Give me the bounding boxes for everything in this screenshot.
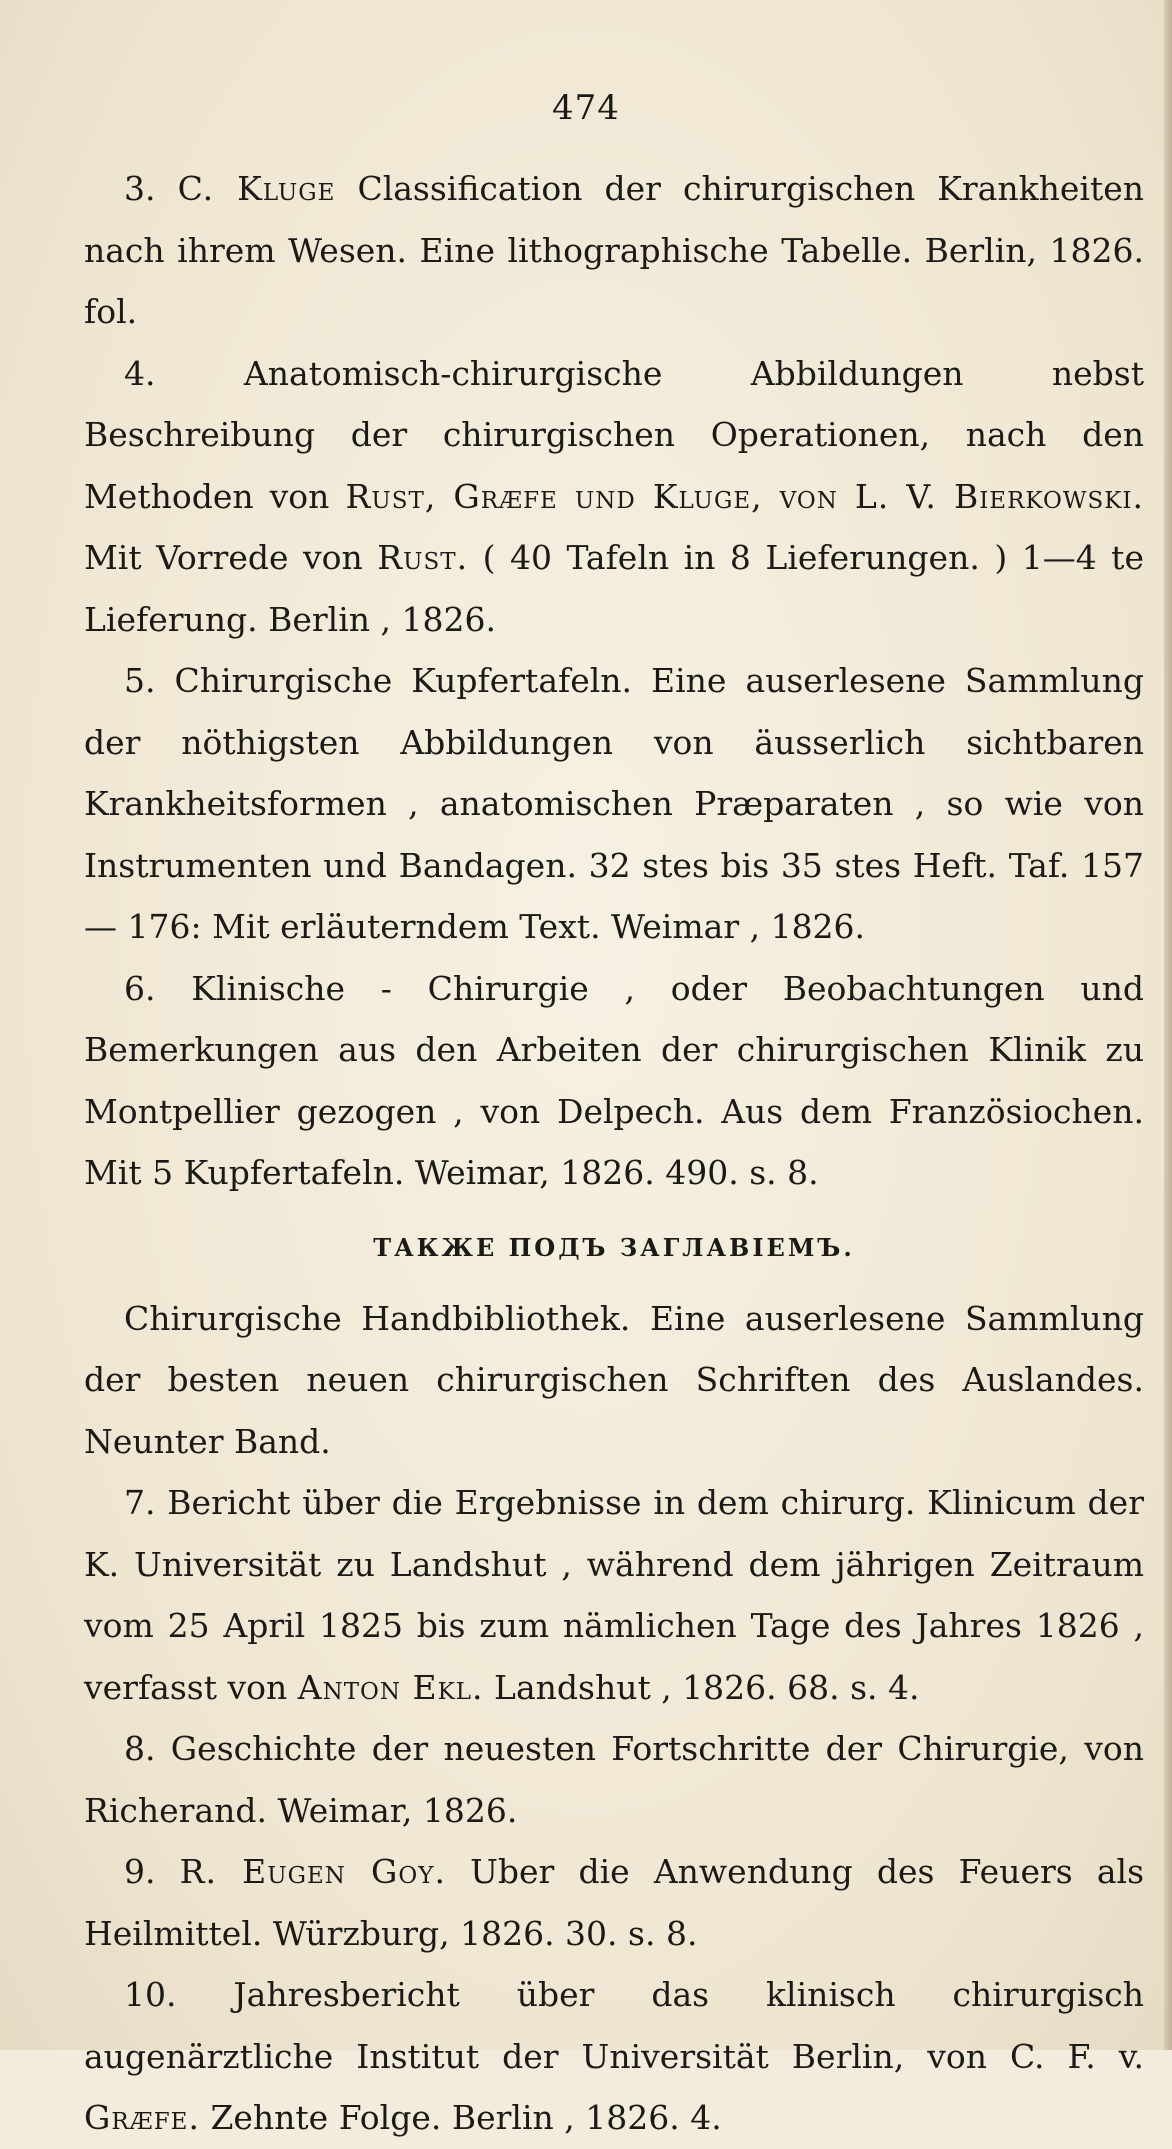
entry-number: 5. — [124, 661, 156, 700]
entry-text: Classification der chirurgischen Krankheiten nach ihrem Wesen. Eine lithographische Tabelle. Berlin, 1826. fol. — [84, 169, 1144, 331]
page-number: 474 — [552, 88, 620, 128]
entry-text: Jahresbericht über das klinisch chirurgisch augenärztliche Institut der Universität Berlin, von C. F. v. — [84, 1975, 1144, 2076]
sub-entry: Chirurgische Handbibliothek. Eine auserlesene Sammlung der besten neuen chirurgischen Schriften des Auslandes. Neunter Band. — [84, 1298, 1144, 1461]
entry-10 — [84, 1964, 1144, 2149]
entry-text: Anatomisch-chirurgische Abbildungen nebst Beschreibung der chirurgischen Operationen, nach den Methoden von — [84, 353, 1144, 516]
entry-text-after: Landshut , 1826. 68. s. 4. — [494, 1667, 920, 1707]
entry-number: 4. — [124, 353, 156, 393]
entry-text: Bericht über die Ergebnisse in dem chirurg. Klinicum der K. Universität zu Landshut , während dem jährigen Zeitraum vom 25 April 1825 bis zum nämlichen Tage des Jahres 1826 , verfasst von — [84, 1483, 1144, 1707]
entry-4 — [84, 343, 1144, 651]
entry-author: Anton Ekl. — [297, 1667, 484, 1707]
section-heading: ТАКЖЕ ПОДЪ ЗАГЛАВІЕМЪ. — [373, 1232, 855, 1262]
entry-author: C. Kluge — [177, 169, 336, 208]
entry-number: 10. — [124, 1975, 177, 2014]
entry-5 — [84, 650, 1144, 958]
entry-text: Chirurgische Kupfertafeln. Eine auserlesene Sammlung der nöthigsten Abbildungen von äusserlich sichtbaren Krankheitsformen , anatomischen Præparaten , so wie von Instrumenten und Bandagen. 32 stes bis 35 stes Heft. Taf. 157 — 176: Mit erläuterndem Text. Weimar , 1826. — [84, 661, 1144, 946]
entry-author: R. Eugen Goy. — [179, 1852, 446, 1891]
page-edge-shadow — [1164, 0, 1172, 2050]
entry-author-2: Rust. — [377, 538, 469, 577]
entry-number: 6. — [124, 968, 156, 1008]
entry-authors: Rust, Græfe und Kluge, von L. V. Bierkowski. — [345, 476, 1144, 516]
entry-text-mid: Mit Vorrede von — [84, 538, 363, 577]
entry-number: 3. — [124, 169, 156, 208]
entry-text-after: Zehnte Folge. Berlin , 1826. 4. — [210, 2098, 722, 2137]
entry-8 — [84, 1718, 1144, 1841]
entry-7 — [84, 1472, 1144, 1718]
entry-text: Uber die Anwendung des Feuers als Heilmittel. Würzburg, 1826. 30. s. 8. — [84, 1852, 1145, 1953]
entry-6 — [84, 958, 1144, 1204]
entry-number: 9. — [124, 1852, 156, 1891]
entry-9 — [84, 1841, 1144, 1964]
entry-3 — [84, 158, 1144, 343]
entry-text: Geschichte der neuesten Fortschritte der Chirurgie, von Richerand. Weimar, 1826. — [84, 1729, 1144, 1830]
page-content — [84, 158, 1144, 2149]
entry-text: Klinische - Chirurgie , oder Beobachtungen und Bemerkungen aus den Arbeiten der chirurgischen Klinik zu Montpellier gezogen , von Delpech. Aus dem Französiochen. Mit 5 Kupfertafeln. Weimar, 1826. 490. s. 8. — [84, 968, 1144, 1192]
entry-number: 7. — [124, 1483, 156, 1522]
entry-author: Græfe. — [84, 2098, 200, 2137]
entry-number: 8. — [124, 1729, 156, 1768]
entry-text-after: ( 40 Tafeln in 8 Lieferungen. ) 1—4 te Lieferung. Berlin , 1826. — [84, 538, 1144, 639]
